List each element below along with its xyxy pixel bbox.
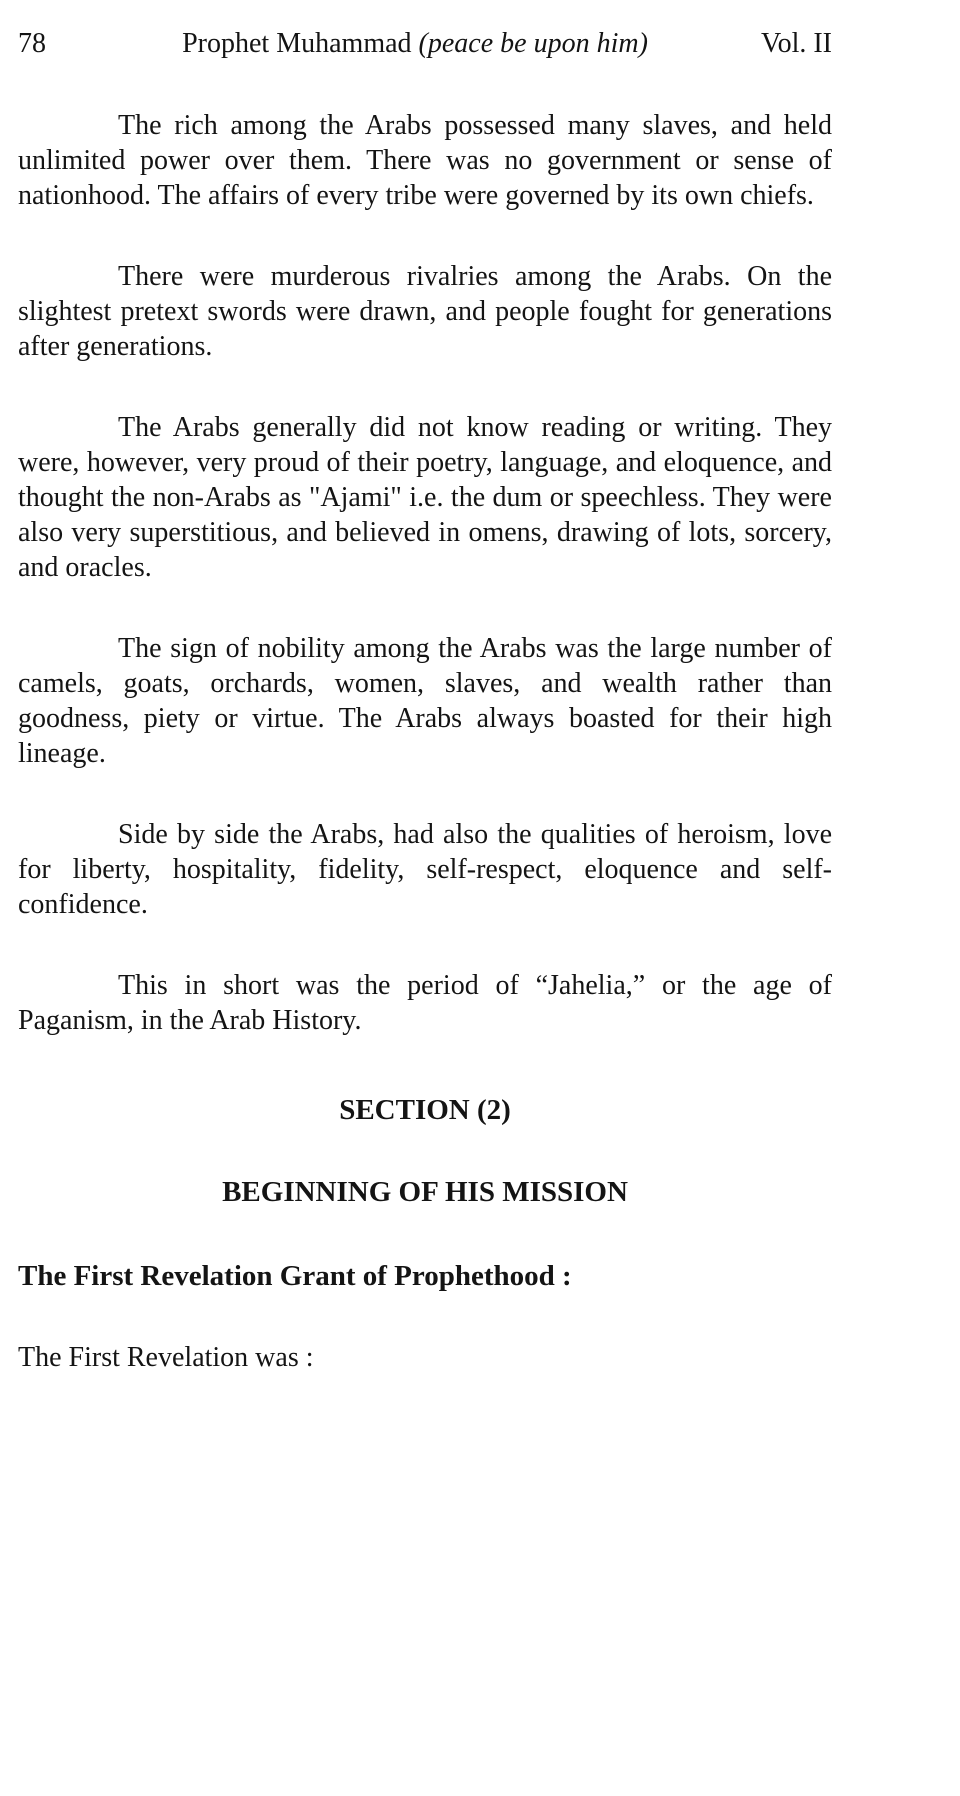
page-header — [18, 26, 832, 62]
page-body — [18, 108, 832, 1375]
mission-heading: BEGINNING OF HIS MISSION — [222, 1176, 628, 1208]
page-number: 78 — [18, 28, 46, 59]
page-title — [113, 26, 717, 62]
page-title-italic: (peace be upon him) — [418, 28, 648, 59]
section-heading: SECTION (2) — [339, 1094, 511, 1126]
paragraph-jahelia: This in short was the period of “Jahelia,” or the age of Paganism, in the Arab History. — [18, 970, 832, 1036]
revelation-heading: The First Revelation Grant of Prophethood : — [18, 1260, 572, 1292]
paragraph-qualities: Side by side the Arabs, had also the qualities of heroism, love for liberty, hospitality, fidelity, self-respect, eloquence and self-confidence. — [18, 819, 832, 920]
paragraph-reading-writing: The Arabs generally did not know reading or writing. They were, however, very proud of their poetry, language, and eloquence, and thought the non-Arabs as "Ajami" i.e. the dum or speechless. They were also very superstitious, and believed in omens, drawing of lots, sorcery, and oracles. — [18, 412, 832, 583]
paragraph-nobility: The sign of nobility among the Arabs was the large number of camels, goats, orchards, women, slaves, and wealth rather than goodness, piety or virtue. The Arabs always boasted for their high lineage. — [18, 633, 832, 769]
revelation-line: The First Revelation was : — [18, 1342, 314, 1373]
paragraph-rivalries: There were murderous rivalries among the Arabs. On the slightest pretext swords were drawn, and people fought for generations after generations. — [18, 261, 832, 362]
page-title-text: Prophet Muhammad — [182, 28, 419, 59]
paragraph-slaves-government: The rich among the Arabs possessed many slaves, and held unlimited power over them. There was no government or sense of nationhood. The affairs of every tribe were governed by its own chiefs. — [18, 110, 832, 211]
volume-label: Vol. II — [760, 28, 832, 59]
